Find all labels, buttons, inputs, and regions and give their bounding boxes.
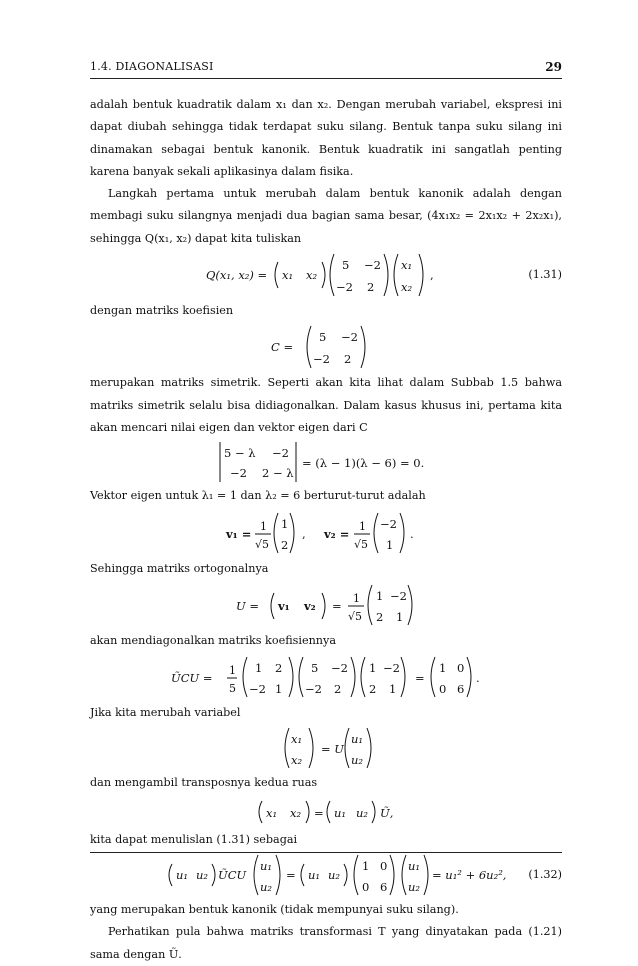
eqC-m22: 2 xyxy=(344,352,352,367)
eq131-row-2: x₂ xyxy=(306,268,318,283)
v1-frac-den: √5 xyxy=(255,537,270,551)
equation-C xyxy=(90,322,562,372)
equation-1-32 xyxy=(90,851,562,899)
eq132-mid1: ŨCU xyxy=(218,868,247,883)
paren-left xyxy=(301,864,304,886)
diag-m1-11: 1 xyxy=(255,661,263,676)
main-text xyxy=(90,94,562,966)
paren-left xyxy=(271,593,274,619)
tr-rhs-1: u₁ xyxy=(334,805,347,820)
diag-m2-22: 2 xyxy=(334,682,342,697)
v2-val-1: −2 xyxy=(380,516,397,531)
equation-diagonalization xyxy=(90,652,562,702)
diag-m4-21: 0 xyxy=(439,682,447,697)
eq132-m22: 6 xyxy=(380,880,388,895)
diag-m3-12: −2 xyxy=(383,661,400,676)
paren-left xyxy=(327,801,330,823)
paragraph-3: dengan matriks koefisien xyxy=(90,304,234,318)
equation-number: (1.32) xyxy=(528,867,562,881)
det-m21: −2 xyxy=(230,466,247,481)
eqU-m21: 2 xyxy=(376,609,384,624)
equation-U xyxy=(90,580,562,630)
equation-transpose xyxy=(90,795,562,829)
footer-rule xyxy=(90,852,562,853)
paren-left xyxy=(275,262,278,288)
paren-right xyxy=(400,513,404,553)
eq132-row2-1: u₁ xyxy=(308,868,321,883)
eq132-row1-1: u₁ xyxy=(176,868,189,883)
paren-right xyxy=(306,801,309,823)
eqU-m12: −2 xyxy=(390,588,407,603)
paren-right xyxy=(289,657,293,697)
paren-left xyxy=(254,855,258,895)
eq132-row2-2: u₂ xyxy=(328,868,341,883)
equation-eigenvectors xyxy=(90,508,562,558)
eq132-col2-2: u₂ xyxy=(408,880,421,895)
header-rule xyxy=(90,78,562,79)
eqU-frac-num: 1 xyxy=(353,591,360,605)
section-title: 1.4. DIAGONALISASI xyxy=(90,60,214,73)
v2-frac-num: 1 xyxy=(359,519,366,533)
eq132-col2-1: u₁ xyxy=(408,859,421,874)
running-header xyxy=(90,60,562,76)
sub-rhs-1: u₁ xyxy=(351,732,364,747)
diag-m4-11: 1 xyxy=(439,661,447,676)
equation-determinant-math xyxy=(216,439,436,485)
paren-right xyxy=(212,864,215,886)
equation-substitution xyxy=(90,724,562,772)
tr-lhs-1: x₁ xyxy=(266,805,278,820)
eqU-m11: 1 xyxy=(376,588,384,603)
paren-left xyxy=(243,657,247,697)
v1-val-1: 1 xyxy=(281,516,289,531)
paren-right xyxy=(351,657,355,697)
diag-m4-22: 6 xyxy=(457,682,465,697)
eqC-m21: −2 xyxy=(313,352,330,367)
tr-rhs-2: u₂ xyxy=(356,805,369,820)
paren-right xyxy=(361,326,365,368)
paragraph-1: adalah bentuk kuadratik dalam x₁ dan x₂. Dengan merubah variabel, ekspresi ini dapat diubah sehingga tidak terdapat suku silang. Bentuk tanpa suku silang ini dinamakan sebagai bentuk kanonik. Bentuk kuadratik ini sangatlah penting karena banyak sekali aplikasinya dalam fisika. xyxy=(90,98,562,178)
eq132-m21: 0 xyxy=(362,880,370,895)
diag-m2-12: −2 xyxy=(331,661,348,676)
paragraph-4: merupakan matriks simetrik. Seperti akan kita lihat dalam Subbab 1.5 bahwa matriks simetrik selalu bisa didiagonalkan. Dalam kasus khusus ini, pertama kita akan mencari nilai eigen dan vektor eigen dari C xyxy=(90,376,562,434)
sub-lhs-1: x₁ xyxy=(291,732,303,747)
diag-m1-21: −2 xyxy=(249,682,266,697)
eqC-lhs: C = xyxy=(271,340,294,355)
diag-m2-21: −2 xyxy=(305,682,322,697)
v2-label: v₂ = xyxy=(324,526,350,541)
v1-val-2: 2 xyxy=(281,537,289,552)
paren-left xyxy=(374,513,378,553)
paren-left xyxy=(307,326,311,368)
diag-frac-den: 5 xyxy=(229,682,236,696)
vec-sep: , xyxy=(302,526,306,541)
det-m22: 2 − λ xyxy=(262,466,294,481)
paren-right xyxy=(390,855,394,895)
v1-label: v₁ = xyxy=(226,526,252,541)
paren-right xyxy=(408,585,412,625)
diag-m3-22: 1 xyxy=(389,682,397,697)
eq131-col-2: x₂ xyxy=(401,280,413,295)
eq131-m11: 5 xyxy=(342,258,350,273)
eqU-col-2: v₂ xyxy=(304,598,316,613)
page-number: 29 xyxy=(545,60,562,74)
paren-right xyxy=(322,593,325,619)
paren-right xyxy=(372,801,375,823)
paren-right xyxy=(467,657,471,697)
paren-left xyxy=(169,864,172,886)
det-m11: 5 − λ xyxy=(224,446,256,461)
paren-left xyxy=(345,728,349,768)
tr-tail: Ũ, xyxy=(380,805,394,820)
sub-rhs-2: u₂ xyxy=(351,753,364,768)
paragraph-2: Langkah pertama untuk merubah dalam bentuk kanonik adalah dengan membagi suku silangnya menjadi dua bagian sama besar, (4x₁x₂ = 2x₁x₂ + 2x₂x₁), sehingga Q(x₁, x₂) dapat kita tuliskan xyxy=(90,187,562,245)
eq131-col-1: x₁ xyxy=(401,258,413,273)
paren-right xyxy=(367,728,371,768)
eq131-m22: 2 xyxy=(367,280,375,295)
paren-left xyxy=(259,801,262,823)
eq131-m21: −2 xyxy=(336,280,353,295)
equation-C-math xyxy=(271,322,381,372)
paren-left xyxy=(354,855,358,895)
paren-right xyxy=(419,254,423,296)
paragraph-12: Perhatikan pula bahwa matriks transformasi T yang dinyatakan pada (1.21) sama dengan Ũ. xyxy=(90,925,562,961)
equation-determinant xyxy=(90,439,562,485)
paragraph-6: Sehingga matriks ortogonalnya xyxy=(90,561,269,575)
eq132-col1-1: u₁ xyxy=(260,859,273,874)
v1-frac-num: 1 xyxy=(260,519,267,533)
eqU-frac-den: √5 xyxy=(348,609,363,623)
eq132-row1-2: u₂ xyxy=(196,868,209,883)
paren-left xyxy=(274,513,278,553)
equation-number: (1.31) xyxy=(528,267,562,281)
paragraph-10: kita dapat menulislan (1.31) sebagai xyxy=(90,832,298,846)
equation-U-math xyxy=(236,580,416,630)
equation-1-32-math xyxy=(166,851,507,899)
paragraph-11: yang merupakan bentuk kanonik (tidak mempunyai suku silang). xyxy=(90,903,459,917)
eq131-tail: , xyxy=(430,268,434,283)
paren-left xyxy=(368,585,372,625)
diag-m4-12: 0 xyxy=(457,661,465,676)
paren-left xyxy=(285,728,289,768)
paren-right xyxy=(309,728,313,768)
diag-end: . xyxy=(476,671,480,686)
eqU-eq: = xyxy=(332,598,342,613)
diag-frac-num: 1 xyxy=(229,664,236,678)
equation-diagonalization-math xyxy=(171,652,481,702)
eq132-col1-2: u₂ xyxy=(260,880,273,895)
diag-m3-11: 1 xyxy=(369,661,377,676)
diag-eq: = xyxy=(415,671,425,686)
paren-right xyxy=(344,864,347,886)
paren-left xyxy=(431,657,435,697)
diag-m3-21: 2 xyxy=(369,682,377,697)
equation-transpose-math xyxy=(256,795,396,829)
paren-left xyxy=(330,254,334,296)
tr-mid: = xyxy=(314,805,324,820)
paren-right xyxy=(276,855,280,895)
diag-lhs: ŨCU = xyxy=(171,671,213,686)
det-m12: −2 xyxy=(272,446,289,461)
paragraph-5: Vektor eigen untuk λ₁ = 1 dan λ₂ = 6 berturut-turut adalah xyxy=(90,489,426,503)
paragraph-9: dan mengambil transposnya kedua ruas xyxy=(90,776,318,790)
v2-frac-den: √5 xyxy=(354,537,369,551)
eqC-m11: 5 xyxy=(319,330,327,345)
v2-val-2: 1 xyxy=(386,537,394,552)
vec-end: . xyxy=(410,526,414,541)
sub-mid: = U xyxy=(321,742,344,757)
eq132-eq: = xyxy=(286,868,296,883)
diag-m1-22: 1 xyxy=(275,682,283,697)
equation-substitution-math xyxy=(281,724,371,772)
sub-lhs-2: x₂ xyxy=(291,753,303,768)
eq131-row-1: x₁ xyxy=(282,268,294,283)
eq132-m11: 1 xyxy=(362,859,370,874)
equation-eigenvectors-math xyxy=(226,508,426,558)
equation-1-31 xyxy=(90,250,562,300)
eq132-rhs: = u₁² + 6u₂², xyxy=(432,868,507,883)
paren-right xyxy=(384,254,388,296)
paren-left xyxy=(299,657,303,697)
diag-m1-12: 2 xyxy=(275,661,283,676)
paren-right xyxy=(424,855,428,895)
eq131-m12: −2 xyxy=(364,258,381,273)
tr-lhs-2: x₂ xyxy=(290,805,302,820)
paren-left xyxy=(361,657,365,697)
eqC-m12: −2 xyxy=(341,330,358,345)
paragraph-7: akan mendiagonalkan matriks koefisiennya xyxy=(90,633,336,647)
paragraph-8: Jika kita merubah variabel xyxy=(90,706,241,720)
equation-1-31-math xyxy=(206,250,446,300)
diag-m2-11: 5 xyxy=(311,661,319,676)
eqU-lhs: U = xyxy=(236,598,259,613)
paren-left xyxy=(394,254,398,296)
eq132-m12: 0 xyxy=(380,859,388,874)
eq131-lhs: Q(x₁, x₂) = xyxy=(206,268,268,283)
eqU-m22: 1 xyxy=(396,609,404,624)
paren-right xyxy=(401,657,405,697)
eqU-col-1: v₁ xyxy=(278,598,290,613)
paren-right xyxy=(290,513,294,553)
paren-left xyxy=(402,855,406,895)
det-rhs: = (λ − 1)(λ − 6) = 0. xyxy=(302,456,425,471)
paren-right xyxy=(322,262,325,288)
